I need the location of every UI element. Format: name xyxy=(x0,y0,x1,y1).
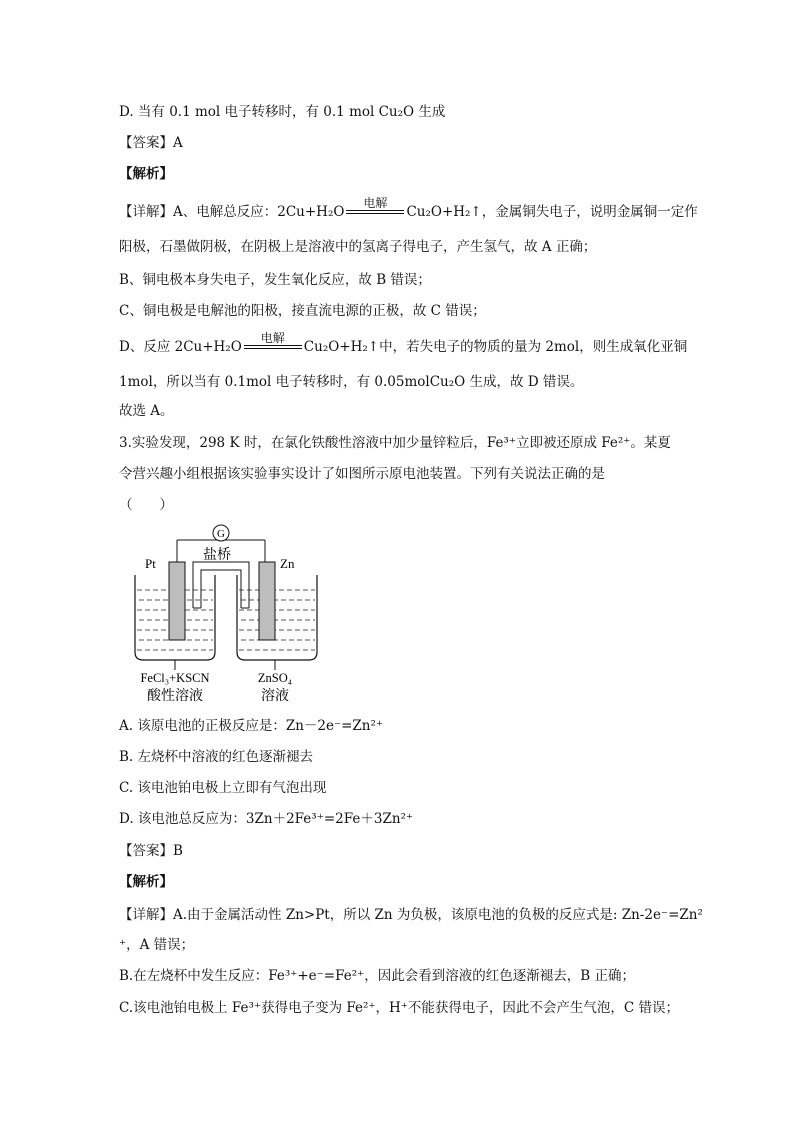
answer-label-2: 【答案】B xyxy=(119,843,183,859)
detail-line-b: B、铜电极本身失电子，发生氧化反应，故 B 错误； xyxy=(119,272,431,288)
option-d: D. 该电池总反应为：3Zn＋2Fe³⁺=2Fe＋3Zn²⁺ xyxy=(119,811,414,827)
detail-line-d-prefix: D、反应 2Cu+H₂O xyxy=(119,339,242,355)
electrolysis-label-2: 电解 xyxy=(260,330,285,345)
answer-label-1: 【答案】A xyxy=(119,135,183,151)
galvanic-cell-diagram xyxy=(125,520,365,708)
detail-line-a xyxy=(119,195,698,221)
right-solution xyxy=(239,590,315,650)
detail-line-d-suffix: Cu₂O+H₂↑中，若失电子的物质的量为 2mol，则生成氧化亚铜 xyxy=(303,339,688,355)
detail-line-d2: 1mol，所以当有 0.1mol 电子转移时，有 0.05molCu₂O 生成，故 D 错误。 xyxy=(119,374,584,390)
detail-2-line-c: C.该电池铂电极上 Fe³⁺获得电子变为 Fe²⁺，H⁺不能获得电子，因此不会产生气泡，C 错误； xyxy=(119,1000,680,1016)
analysis-label-2: 【解析】 xyxy=(119,874,173,890)
option-c: C. 该电池铂电极上立即有气泡出现 xyxy=(119,780,327,796)
detail-line-c: C、铜电极是电解池的阳极，接直流电源的正极，故 C 错误； xyxy=(119,303,486,319)
salt-bridge-label: 盐桥 xyxy=(203,547,231,563)
right-solution-label-2: 溶液 xyxy=(261,688,289,704)
electrolysis-arrow xyxy=(346,195,404,218)
detail-line-a-suffix: Cu₂O+H₂↑，金属铜失电子，说明金属铜一定作 xyxy=(406,204,698,220)
zn-label: Zn xyxy=(280,556,295,571)
left-solution-label-2: 酸性溶液 xyxy=(147,688,203,704)
right-solution-label-1: ZnSO₄ xyxy=(257,671,293,685)
option-b: B. 左烧杯中溶液的红色逐渐褪去 xyxy=(119,749,314,765)
pt-label: Pt xyxy=(145,556,156,571)
option-a: A. 该原电池的正极反应是：Zn－2e⁻=Zn²⁺ xyxy=(119,718,384,734)
question-3-line-1: 3.实验发现，298 K 时，在氯化铁酸性溶液中加少量锌粒后，Fe³⁺立即被还原成 Fe²⁺。某夏 xyxy=(119,435,671,451)
pt-electrode xyxy=(169,562,185,640)
galvanometer-label: G xyxy=(217,528,225,540)
conclusion-1: 故选 A。 xyxy=(119,403,174,419)
zn-electrode xyxy=(259,562,275,640)
detail-line-d xyxy=(119,330,688,356)
detail-2-line-b: B.在左烧杯中发生反应：Fe³⁺+e⁻=Fe²⁺，因此会看到溶液的红色逐渐褪去，B 正确； xyxy=(119,968,635,984)
electrolysis-label: 电解 xyxy=(363,195,388,210)
question-3-bracket: （ ） xyxy=(119,497,173,513)
left-solution-label-1: FeCl₃+KSCN xyxy=(140,671,210,685)
detail-line-a2: 阳极，石墨做阴极，在阴极上是溶液中的氢离子得电子，产生氢气，故 A 正确； xyxy=(119,239,597,255)
analysis-label-1: 【解析】 xyxy=(119,166,173,182)
detail-2-line-a2: ⁺，A 错误； xyxy=(119,937,195,953)
electrolysis-arrow-2 xyxy=(244,330,302,353)
option-d-prev: D. 当有 0.1 mol 电子转移时，有 0.1 mol Cu₂O 生成 xyxy=(119,104,446,120)
detail-line-a-prefix: 【详解】A、电解总反应：2Cu+H₂O xyxy=(119,204,345,220)
detail-2-line-a: 【详解】A.由于金属活动性 Zn>Pt，所以 Zn 为负极，该原电池的负极的反应式是: Zn-2e⁻=Zn² xyxy=(119,907,703,923)
question-3-line-2: 令营兴趣小组根据该实验事实设计了如图所示原电池装置。下列有关说法正确的是 xyxy=(119,466,605,482)
